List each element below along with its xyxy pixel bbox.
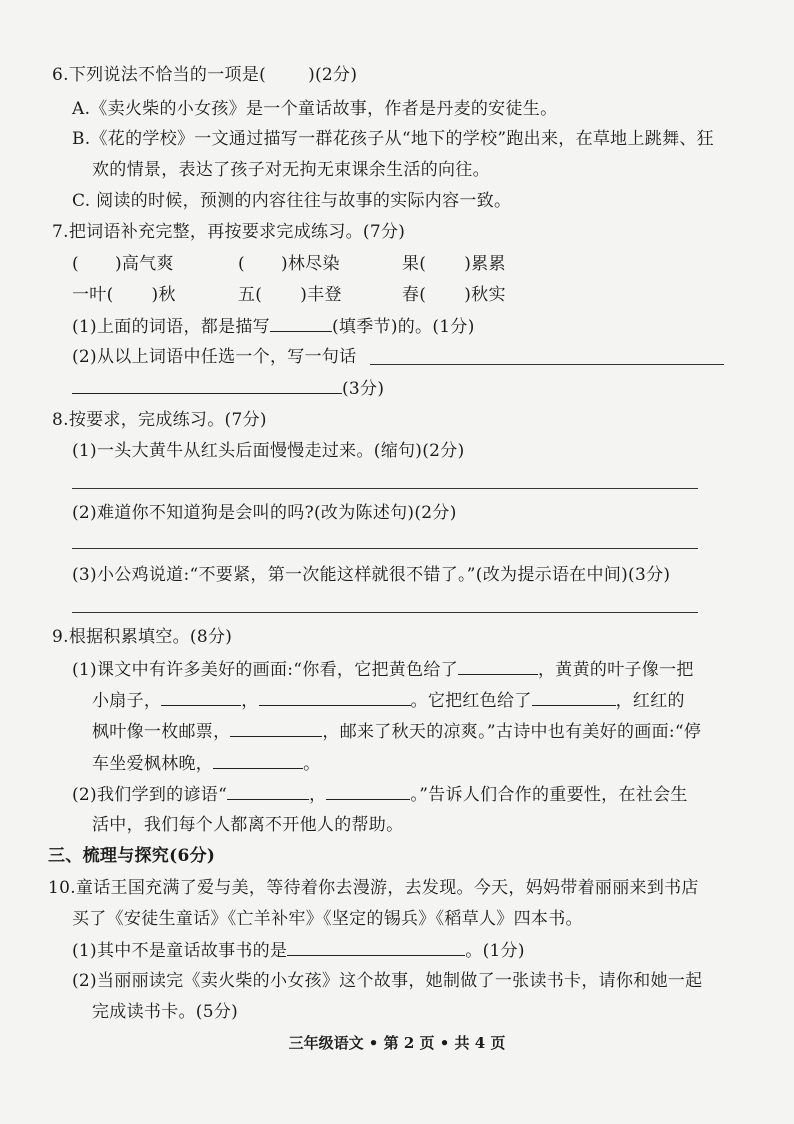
q10-blank-1[interactable] xyxy=(287,939,465,956)
q9-blank-1[interactable] xyxy=(458,658,538,675)
q6-option-b: B.《花的学校》一文通过描写一群花孩子从“地下的学校”跑出来，在草地上跳舞、狂 xyxy=(72,129,714,149)
q9-blank-7[interactable] xyxy=(227,783,309,800)
q8-part-3: (3)小公鸡说道:“不要紧，第一次能这样就很不错了。”(改为提示语在中间)(3分) xyxy=(72,565,671,585)
q9-blank-5[interactable] xyxy=(230,720,322,737)
q7-word-4: 一叶( )秋 xyxy=(72,285,176,305)
q9-line-2: 小扇子， ， 。它把红色给了 ，红红的 xyxy=(92,691,685,711)
q9-blank-6[interactable] xyxy=(213,752,303,769)
q7-part-1: (1)上面的词语，都是描写 (填季节)的。(1分) xyxy=(72,317,475,337)
q10-part-2: (2)当丽丽读完《卖火柴的小女孩》这个故事，她制做了一张读书卡，请你和她一起 xyxy=(72,971,703,991)
page-footer: 三年级语文 • 第 2 页 • 共 4 页 xyxy=(288,1034,506,1052)
q7-word-2: ( )林尽染 xyxy=(238,254,340,274)
q10-line-2: 买了《安徒生童话》《亡羊补牢》《坚定的锡兵》《稻草人》四本书。 xyxy=(72,909,583,929)
q6-option-b-cont: 欢的情景，表达了孩子对无拘无束课余生活的向往。 xyxy=(92,160,490,180)
q6-stem: 6.下列说法不恰当的一项是( )(2分) xyxy=(52,65,358,85)
q10-part-2-cont: 完成读书卡。(5分) xyxy=(92,1002,239,1022)
q9-stem: 9.根据积累填空。(8分) xyxy=(52,627,233,647)
q7-word-3: 果( )累累 xyxy=(402,254,506,274)
q7-word-5: 五( )丰登 xyxy=(238,285,342,305)
q7-part-2-cont: (3分) xyxy=(72,377,384,400)
q9-blank-2[interactable] xyxy=(161,689,241,706)
q7-word-1: ( )高气爽 xyxy=(72,254,174,274)
q8-part-2: (2)难道你不知道狗是会叫的吗?(改为陈述句)(2分) xyxy=(72,503,457,523)
q9-line-5: (2)我们学到的谚语“ ， 。”告诉人们合作的重要性，在社会生 xyxy=(72,785,688,805)
season-blank[interactable] xyxy=(270,315,332,332)
q8-part-1: (1)一头大黄牛从红头后面慢慢走过来。(缩句)(2分) xyxy=(72,441,465,461)
q7-answer-line-2[interactable] xyxy=(72,377,342,394)
section-3-title: 三、梳理与探究(6分) xyxy=(48,846,216,866)
q8-answer-line-2[interactable] xyxy=(72,548,698,549)
q7-stem: 7.把词语补充完整，再按要求完成练习。(7分) xyxy=(52,222,406,242)
q10-part-1: (1)其中不是童话故事书的是 。(1分) xyxy=(72,941,525,961)
q8-answer-line-1[interactable] xyxy=(72,488,698,489)
q6-option-a: A.《卖火柴的小女孩》是一个童话故事，作者是丹麦的安徒生。 xyxy=(72,99,558,119)
q9-blank-8[interactable] xyxy=(326,783,410,800)
q8-answer-line-3[interactable] xyxy=(72,612,698,613)
q10-line-1: 10.童话王国充满了爱与美，等待着你去漫游，去发现。今天，妈妈带着丽丽来到书店 xyxy=(48,878,699,898)
q9-blank-3[interactable] xyxy=(259,689,411,706)
q7-part-2: (2)从以上词语中任选一个，写一句话 xyxy=(72,347,357,367)
q9-line-4: 车坐爱枫林晚， 。 xyxy=(92,754,321,774)
q9-blank-4[interactable] xyxy=(532,689,616,706)
q9-line-6: 活中，我们每个人都离不开他人的帮助。 xyxy=(92,815,404,835)
q9-line-1: (1)课文中有许多美好的画面:“你看，它把黄色给了 ，黄黄的叶子像一把 xyxy=(72,660,694,680)
q6-option-c: C. 阅读的时候，预测的内容往往与故事的实际内容一致。 xyxy=(72,191,512,211)
q7-word-6: 春( )秋实 xyxy=(402,285,506,305)
q8-stem: 8.按要求，完成练习。(7分) xyxy=(52,410,267,430)
q7-answer-line-1[interactable] xyxy=(370,364,724,365)
q9-line-3: 枫叶像一枚邮票， ，邮来了秋天的凉爽。”古诗中也有美好的画面:“停 xyxy=(92,722,702,742)
